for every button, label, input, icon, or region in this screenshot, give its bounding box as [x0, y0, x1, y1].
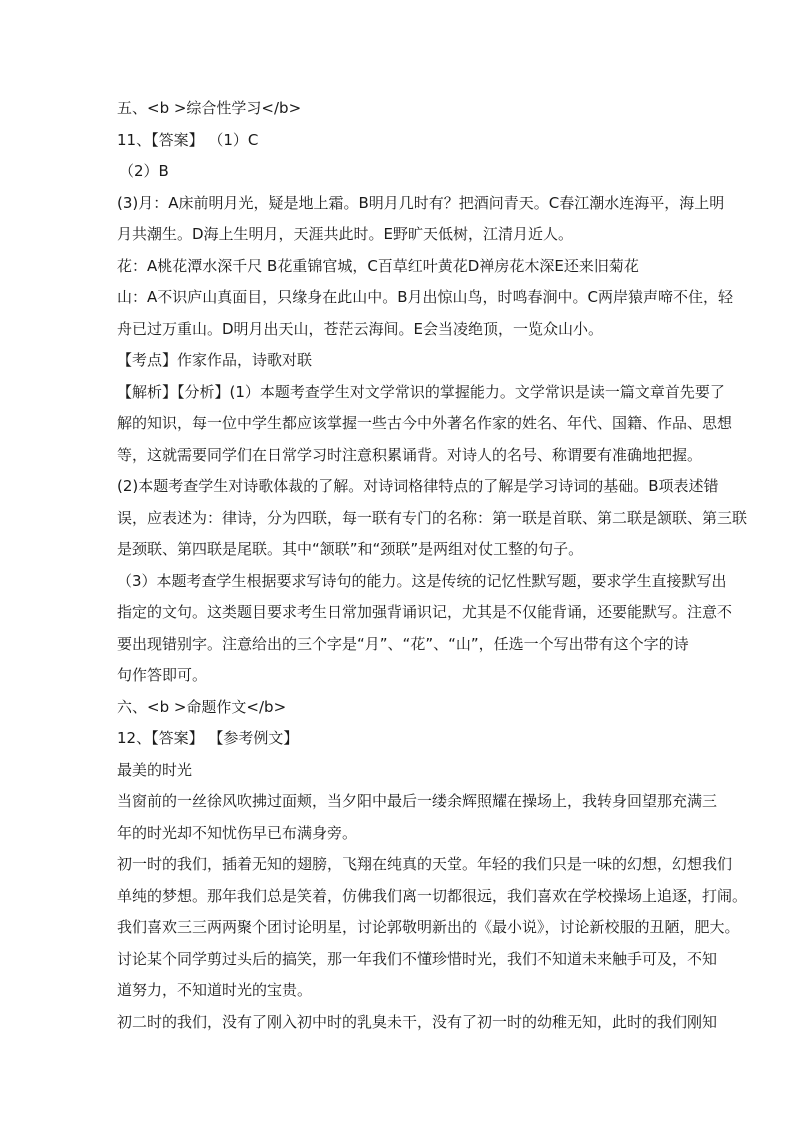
text-line: 指定的文句。这类题目要求考生日常加强背诵识记，尤其是不仅能背诵，还要能默写。注意不	[117, 603, 733, 621]
text-line: 要出现错别字。注意给出的三个字是“月”、“花”、“山”，任选一个写出带有这个字的诗	[117, 634, 689, 653]
text-line: (2)本题考查学生对诗歌体裁的了解。对诗词格律特点的了解是学习诗词的基础。B项表述错	[117, 477, 719, 495]
essay-line: 单纯的梦想。那年我们总是笑着，仿佛我们离一切都很远，我们喜欢在学校操场上追逐，打闹。	[117, 886, 748, 905]
section-heading-5: 五、<b >综合性学习</b>	[117, 99, 302, 117]
answer-12-header: 12、【答案】 【参考例文】	[117, 729, 299, 747]
essay-line: 年的时光却不知忧伤早已布满身旁。	[117, 823, 358, 842]
text-line: 解的知识，每一位中学生都应该掌握一些古今中外著名作家的姓名、年代、国籍、作品、思想	[117, 414, 733, 432]
text-line: (3)月：A床前明月光，疑是地上霜。B明月几时有？把酒问青天。C春江潮水连海平，海上明	[117, 193, 725, 212]
text-line: 舟已过万重山。D明月出天山，苍茫云海间。E会当凌绝顶，一览众山小。	[117, 319, 604, 338]
essay-line: 道努力，不知道时光的宝贵。	[117, 981, 313, 999]
essay-line: 讨论某个同学剪过头后的搞笑，那一年我们不懂珍惜时光，我们不知道未来触手可及，不知	[117, 949, 718, 968]
text-line: 误，应表述为：律诗，分为四联，每一联有专门的名称：第一联是首联、第二联是颔联、第三联	[117, 508, 748, 527]
text-line: 等，这就需要同学们在日常学习时注意积累诵背。对诗人的名号、称谓要有准确地把握。	[117, 445, 703, 464]
text-line: 句作答即可。	[117, 666, 208, 684]
answer-11-part2: （2）B	[119, 162, 169, 180]
text-line: 是颈联、第四联是尾联。其中“颔联”和“颈联”是两组对仗工整的句子。	[117, 540, 584, 558]
text-line: （3）本题考查学生根据要求写诗句的能力。这是传统的记忆性默写题，要求学生直接默写出	[117, 571, 727, 590]
text-line: 花：A桃花潭水深千尺 B花重锦官城，C百草红叶黄花D禅房花木深E还来旧菊花	[117, 256, 639, 275]
essay-line: 初二时的我们，没有了刚入初中时的乳臭未干，没有了初一时的幼稚无知，此时的我们刚知	[117, 1012, 718, 1031]
essay-line: 我们喜欢三三两两聚个团讨论明星，讨论郭敬明新出的《最小说》，讨论新校服的丑陋，肥大。	[117, 918, 740, 936]
answer-11-header: 11、【答案】 （1）C	[117, 130, 259, 149]
essay-line: 当窗前的一丝徐风吹拂过面颊，当夕阳中最后一缕余辉照耀在操场上，我转身回望那充满三	[117, 792, 718, 810]
exam-point-line: 【考点】作家作品，诗歌对联	[117, 351, 313, 369]
document-page	[117, 95, 748, 1036]
text-line: 月共潮生。D海上生明月，天涯共此时。E野旷天低树，江清月近人。	[117, 225, 574, 243]
essay-line: 初一时的我们，插着无知的翅膀，飞翔在纯真的天堂。年轻的我们只是一味的幻想，幻想我们	[117, 855, 733, 873]
section-heading-6: 六、<b >命题作文</b>	[117, 697, 287, 716]
essay-title: 最美的时光	[117, 760, 193, 779]
analysis-line: 【解析】【分析】(1）本题考查学生对文学常识的掌握能力。文学常识是读一篇文章首先要了	[117, 382, 725, 401]
text-line: 山：A不识庐山真面目，只缘身在此山中。B月出惊山鸟，时鸣春涧中。C两岸猿声啼不住，轻	[117, 288, 734, 306]
